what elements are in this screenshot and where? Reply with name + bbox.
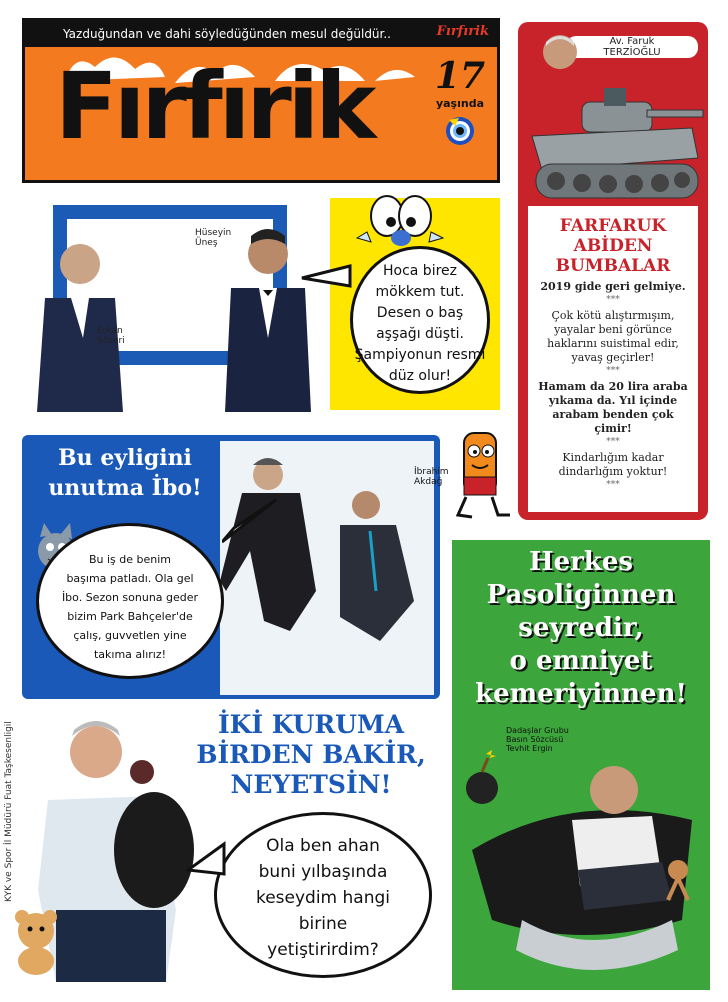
author-name: Av. Faruk: [609, 36, 655, 47]
name-label: [97, 326, 125, 346]
bubble-line: yetiştirirdim?: [267, 940, 379, 960]
column-item: Hamam da 20 lira araba yıkama da. Yıl içinde arabam benden çok çimir!: [538, 380, 688, 435]
headline-line: NEYETSİN!: [230, 770, 392, 799]
speech-bubble: [350, 246, 490, 394]
caption-line: Basın Sözcüsü: [506, 735, 564, 744]
headline-line: kemeriyinnen!: [475, 679, 687, 709]
name-label-first: Erkan: [97, 326, 123, 336]
headline-line: unutma İbo!: [48, 475, 202, 501]
headline-line: Herkes: [529, 547, 633, 577]
bear-character-icon: [8, 905, 64, 977]
bubble-tail: [186, 840, 226, 880]
headline-line: seyredir,: [518, 613, 644, 643]
bubble-tail: [222, 498, 278, 544]
bubble-line: keseydim hangi: [255, 888, 391, 908]
headline-line: Pasoliginnen: [486, 580, 676, 610]
baby-bouncer-illustration: [452, 750, 710, 990]
panel-headline: [452, 546, 710, 711]
column-body: [528, 206, 698, 512]
cartoon-panel: [22, 435, 449, 699]
bubble-line: mökkem tut.: [375, 284, 465, 300]
bubble-line: birine: [298, 914, 348, 934]
headline-line: İKİ KURUMA: [217, 710, 405, 739]
headline-line: o emniyet: [509, 646, 653, 676]
column-separator: ***: [606, 437, 620, 447]
speech-bubble: [214, 812, 432, 978]
column-separator: ***: [606, 480, 620, 490]
name-label: [195, 228, 231, 248]
age-badge: [431, 55, 489, 150]
bubble-tail: [300, 262, 352, 292]
age-text: yaşında: [435, 97, 485, 110]
bubble-line: düz olur!: [388, 368, 452, 384]
bubble-line: takıma alırız!: [93, 648, 167, 661]
snow-photo-area: [220, 441, 434, 695]
masthead: [22, 18, 500, 183]
column-item: Çok kötü alıştırmışım, yayalar beni görünce haklarını suistimal edir, yavaş geçirler!: [547, 309, 679, 364]
column-item: Kindarlığım kadar dindarlığım yoktur!: [558, 451, 668, 478]
name-label-first: Hüseyin: [195, 228, 232, 238]
caption-line: Tevhit Ergin: [506, 744, 553, 753]
column-title: FARFARUK ABİDEN BUMBALAR: [555, 216, 671, 276]
masthead-logo: Fırfırik: [55, 53, 373, 160]
column-separator: ***: [606, 366, 620, 376]
name-label-first: İbrahim: [414, 467, 449, 477]
bubble-line: Desen o baş: [376, 305, 464, 321]
brand-small-logo: Fırfırik: [436, 24, 489, 39]
vertical-caption: KYK ve Spor İl Müdürü Fuat Taşkesenligil: [4, 721, 14, 902]
column-panel: [518, 22, 708, 520]
bubble-line: başıma patladı. Ola gel: [66, 572, 194, 585]
name-label-last: Sözeri: [97, 336, 125, 346]
bubble-line: İbo. Sezon sonuna geder: [61, 591, 199, 604]
speech-panel: [330, 198, 500, 410]
column-item: 2019 gide geri gelmiye.: [540, 280, 686, 293]
bubble-line: çalış, guvvetlen yine: [73, 629, 187, 642]
column-separator: ***: [606, 295, 620, 305]
bubble-line: Bu iş de benim: [88, 553, 172, 566]
name-label: [414, 467, 449, 487]
speech-bubble: [36, 523, 224, 679]
author-tag: [566, 36, 698, 58]
bubble-line: buni yılbaşında: [258, 862, 388, 882]
name-label-last: Akdağ: [414, 477, 443, 487]
bubble-line: bizim Park Bahçeler'de: [67, 610, 193, 623]
snow-scene-figures: [220, 441, 434, 695]
tagline: Yazduğundan ve dahi söyledüğünden mesul değüldür..: [25, 21, 497, 47]
bubble-line: Hoca birez: [382, 263, 457, 279]
author-surname: TERZİOĞLU: [603, 47, 661, 58]
caption-line: Dadaşlar Grubu: [506, 726, 569, 735]
green-cartoon-panel: [452, 540, 710, 990]
bubble-line: Şampiyonun resmi: [354, 347, 486, 363]
person-left: [25, 228, 135, 412]
age-number: 17: [434, 55, 486, 97]
bubble-line: Ola ben ahan: [266, 836, 380, 856]
evil-eye-icon: [445, 116, 475, 146]
bubble-line: aşşağı düşti.: [376, 326, 464, 342]
peeking-character-icon: [355, 194, 445, 246]
panel-headline: [30, 443, 220, 503]
photo-caption: [506, 726, 569, 753]
headline-line: Bu eyligini: [58, 445, 192, 471]
cartoon-panel-frame: [25, 198, 323, 412]
headline-line: BİRDEN BAKİR,: [196, 740, 426, 769]
name-label-last: Üneş: [195, 238, 218, 248]
tank-illustration: [522, 66, 704, 204]
battery-mascot-icon: [448, 425, 516, 525]
